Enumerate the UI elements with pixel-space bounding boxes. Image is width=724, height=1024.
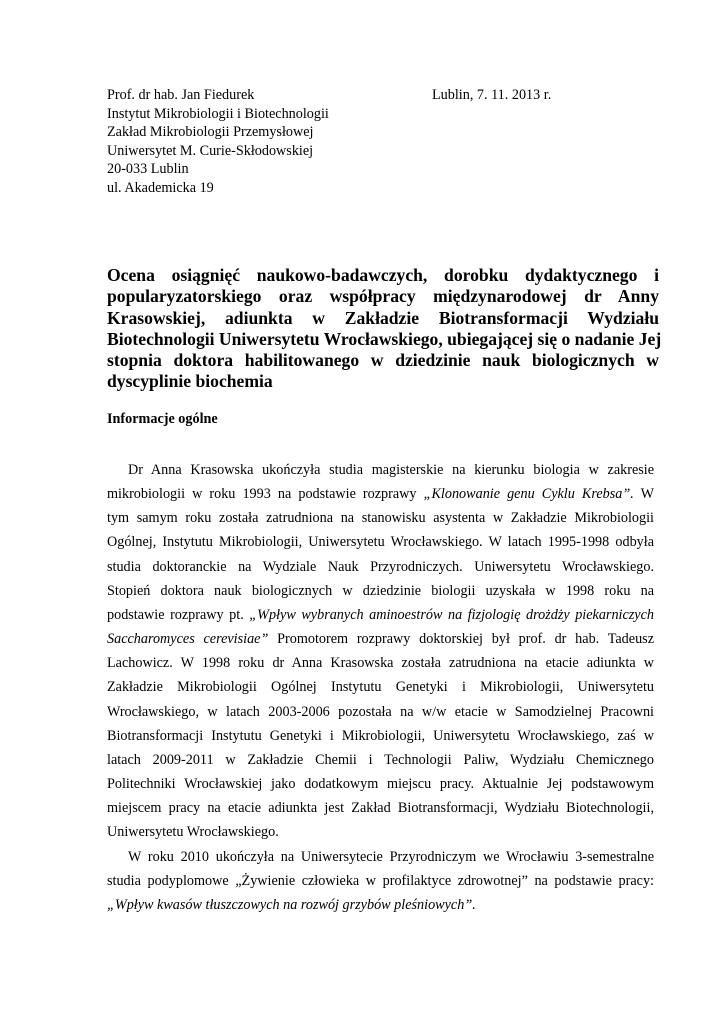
- body-line: [107, 627, 654, 651]
- title-line: popularyzatorskiego oraz współpracy międzynarodowej dr Anny: [107, 286, 659, 307]
- doctoral-thesis-title-italic: „Wpływ wybranych aminoestrów na fizjologię drożdży piekarniczych: [249, 606, 654, 623]
- body-line: Lachowicz. W 1998 roku dr Anna Krasowska została zatrudniona na etacie adiunkta w: [107, 655, 654, 672]
- title-line: stopnia doktora habilitowanego w dziedzinie nauk biologicznych w: [107, 350, 659, 371]
- body-text: [107, 458, 654, 917]
- body-line: [107, 482, 654, 506]
- sender-institute: Instytut Mikrobiologii i Biotechnologii: [107, 105, 329, 122]
- title-line: Ocena osiągnięć naukowo-badawczych, dorobku dydaktycznego i: [107, 265, 659, 285]
- body-span: Promotorem rozprawy doktorskiej był prof. dr hab. Tadeusz: [268, 631, 654, 648]
- body-span: podstawie rozprawy pt.: [107, 606, 250, 623]
- body-line: Zakładzie Mikrobiologii Ogólnej Instytutu Genetyki i Mikrobiologii, Uniwersytetu: [107, 679, 654, 696]
- body-line: Dr Anna Krasowska ukończyła studia magisterskie na kierunku biologia w zakresie: [128, 462, 654, 478]
- thesis-title-italic: „Klonowanie genu Cyklu Krebsa”.: [423, 486, 634, 503]
- body-line: tym samym roku została zatrudniona na stanowisku asystenta w Zakładzie Mikrobiologii: [107, 510, 654, 527]
- section-heading: Informacje ogólne: [107, 411, 218, 427]
- body-line: [107, 603, 654, 627]
- body-line: Wrocławskiego, w latach 2003-2006 pozostała na w/w etacie w Samodzielnej Pracowni: [107, 703, 654, 720]
- title-line: Krasowskiej, adiunkta w Zakładzie Biotransformacji Wydziału: [107, 307, 659, 328]
- sender-department: Zakład Mikrobiologii Przemysłowej: [107, 124, 314, 140]
- body-line: [107, 893, 654, 917]
- body-line: W roku 2010 ukończyła na Uniwersytecie Przyrodniczym we Wrocławiu 3-semestralne: [128, 848, 654, 865]
- sender-street: ul. Akademicka 19: [107, 179, 214, 196]
- sender-name: Prof. dr hab. Jan Fiedurek: [107, 87, 255, 103]
- body-line: Ogólnej, Instytutu Mikrobiologii, Uniwersytetu Wrocławskiego. W latach 1995-1998 odbyła: [107, 534, 654, 551]
- sender-address-block: [107, 86, 329, 197]
- body-span: mikrobiologii w roku 1993 na podstawie rozprawy: [107, 486, 424, 503]
- body-span: W: [633, 486, 654, 503]
- doctoral-thesis-title-italic: Saccharomyces cerevisiae”: [107, 631, 269, 648]
- sender-postal-code: 20-033 Lublin: [107, 161, 189, 177]
- body-line: studia doktoranckie na Wydziale Nauk Przyrodniczych. Uniwersytetu Wrocławskiego.: [107, 558, 654, 575]
- body-line: Uniwersytetu Wrocławskiego.: [107, 824, 279, 841]
- title-line: dyscyplinie biochemia: [107, 371, 273, 392]
- title-line: Biotechnologii Uniwersytetu Wrocławskiego, ubiegającej się o nadanie Jej: [107, 328, 662, 349]
- body-line: Politechniki Wrocławskiej jako dodatkowym miejscu pracy. Aktualnie Jej podstawowym: [107, 776, 654, 793]
- letter-date: Lublin, 7. 11. 2013 r.: [432, 87, 552, 103]
- document-title: [107, 265, 662, 393]
- body-line: latach 2009-2011 w Zakładzie Chemii i Technologii Paliw, Wydziału Chemicznego: [107, 751, 654, 768]
- body-line: Stopień doktora nauk biologicznych w dziedzinie biologii uzyskała w 1998 roku na: [107, 582, 654, 599]
- body-line: Biotransformacji Instytutu Genetyki i Mikrobiologii, Uniwersytetu Wrocławskiego, zaś w: [107, 727, 654, 744]
- body-line: studia podyplomowe „Żywienie człowieka w profilaktyce zdrowotnej” na podstawie pracy:: [107, 872, 654, 889]
- body-line: miejscem pracy na etacie adiunkta jest Zakład Biotransformacji, Wydziału Biotechnologii,: [107, 800, 654, 817]
- postgraduate-thesis-title-italic: „Wpływ kwasów tłuszczowych na rozwój grzybów pleśniowych”.: [107, 896, 476, 913]
- sender-university: Uniwersytet M. Curie-Skłodowskiej: [107, 142, 314, 159]
